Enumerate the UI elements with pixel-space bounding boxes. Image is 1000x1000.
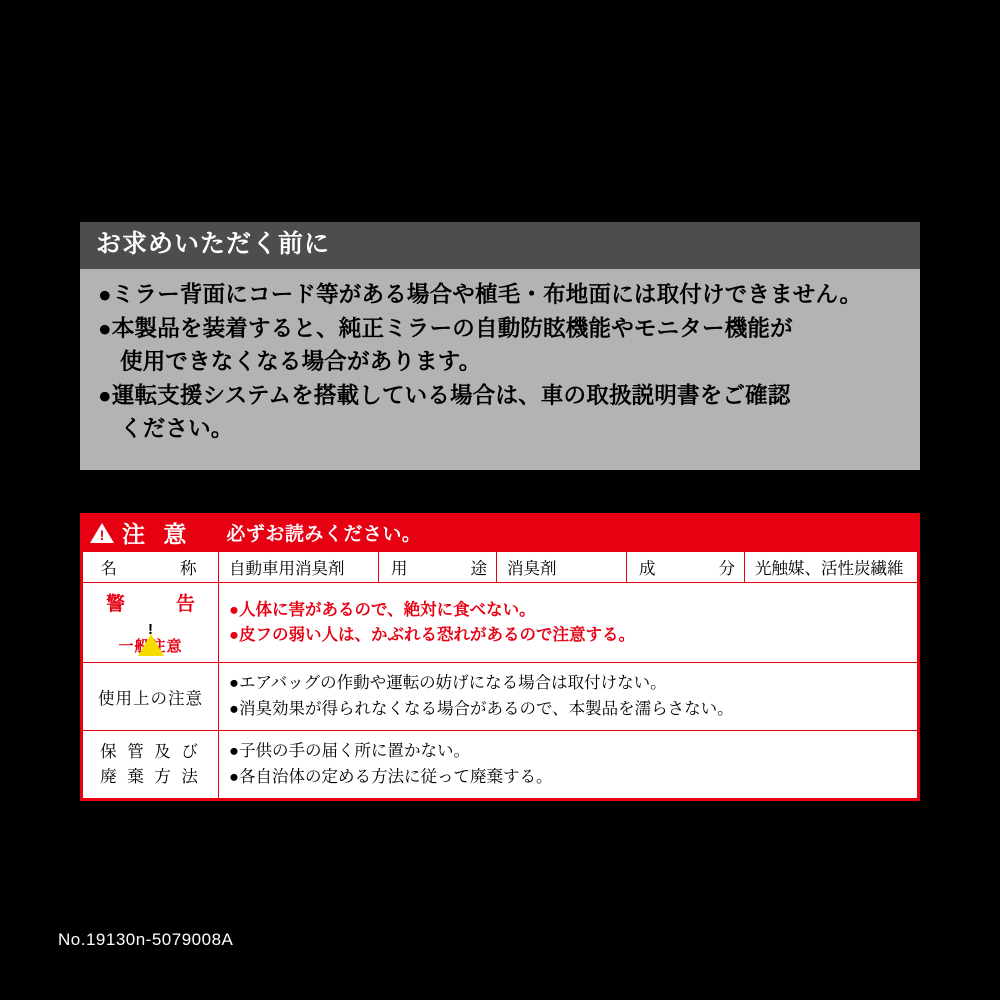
notice-panel-body [80, 269, 920, 470]
usage-row-label: 使用上の注意 [83, 663, 219, 731]
usage-bullet: ●エアバッグの作動や運転の妨げになる場合は取付けない。 [229, 674, 667, 692]
notice-item-line: ●ミラー背面にコード等がある場合や植毛・布地面には取付けできません。 [98, 281, 863, 307]
table-row [83, 663, 918, 731]
notice-item [98, 279, 902, 312]
spec-name-label: 名 称 [83, 552, 219, 583]
warning-triangle-icon [90, 523, 114, 543]
caution-subtitle-text: 必ずお読みください。 [226, 524, 422, 545]
warning-row-content [219, 583, 918, 663]
storage-label-line1: 保 管 及 び [100, 742, 201, 761]
caution-block [80, 513, 920, 801]
warning-bullet: ●人体に害があるので、絶対に食べない。 [229, 600, 536, 619]
warning-label-top: 警 告 [105, 594, 211, 615]
storage-row-label [83, 731, 219, 799]
caution-title-text: 注 意 [122, 521, 193, 547]
storage-bullet: ●各自治体の定める方法に従って廃棄する。 [229, 767, 553, 786]
spec-use-label: 用 途 [379, 552, 497, 583]
usage-bullet: ●消臭効果が得られなくなる場合があるので、本製品を濡らさない。 [229, 699, 734, 718]
spec-name-value: 自動車用消臭剤 [219, 552, 379, 583]
warning-row-label [83, 583, 219, 663]
spec-use-value: 消臭剤 [497, 552, 627, 583]
spec-ingredient-value: 光触媒、活性炭繊維 [745, 552, 918, 583]
storage-row-content [219, 731, 918, 799]
notice-item [98, 380, 902, 445]
notice-panel-header: お求めいただく前に [80, 222, 920, 269]
usage-row-content [219, 663, 918, 731]
document-code: No.19130n-5079008A [58, 930, 234, 949]
table-row [83, 731, 918, 799]
notice-item-line: ●本製品を装着すると、純正ミラーの自動防眩機能やモニター機能が [98, 316, 793, 342]
table-row [83, 583, 918, 663]
notice-item-line-continued: 使用できなくなる場合があります。 [120, 348, 482, 374]
table-row [83, 552, 918, 583]
notice-item-line-continued: ください。 [120, 416, 234, 441]
warning-triangle-icon [138, 616, 164, 656]
notice-item-line: ●運転支援システムを搭載している場合は、車の取扱説明書をご確認 [98, 383, 791, 409]
warning-label-bottom: 一般注意 [118, 638, 183, 655]
storage-bullet: ●子供の手の届く所に置かない。 [229, 742, 470, 761]
pre-purchase-notice-panel [80, 222, 920, 470]
caution-title-bar [82, 515, 918, 551]
storage-label-line2: 廃 棄 方 法 [100, 767, 201, 786]
warning-bullet: ●皮フの弱い人は、かぶれる恐れがあるので注意する。 [229, 625, 635, 644]
caution-spec-table [82, 551, 918, 799]
notice-item [98, 313, 902, 378]
spec-ingredient-label: 成 分 [627, 552, 745, 583]
